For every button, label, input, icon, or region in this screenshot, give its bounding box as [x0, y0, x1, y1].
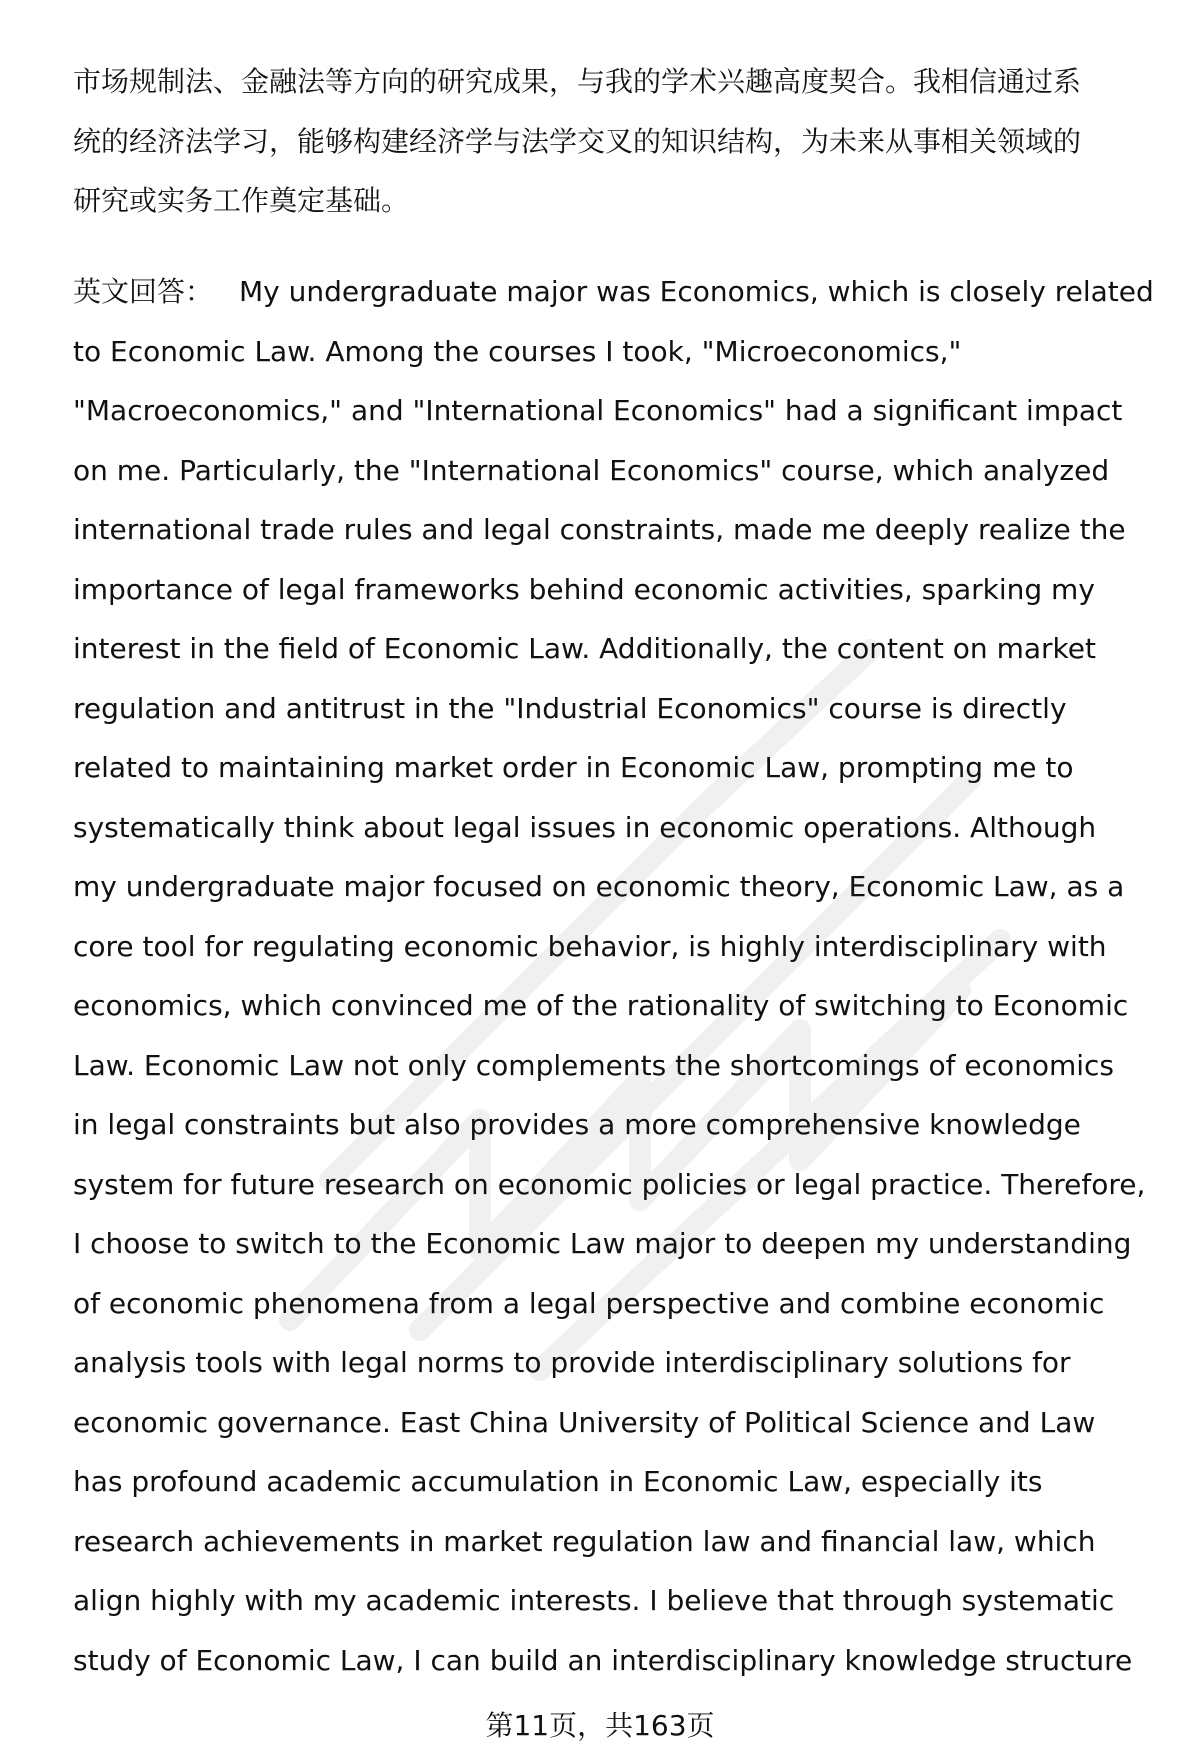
english-answer-label: 英文回答： [73, 275, 214, 308]
text-line: system for future research on economic policies or legal practice. Therefore, [73, 1167, 1146, 1201]
text-line: economics, which convinced me of the rationality of switching to Economic [73, 989, 1129, 1022]
text-line: my undergraduate major focused on economic theory, Economic Law, as a [73, 870, 1125, 903]
text-line: study of Economic Law, I can build an interdisciplinary knowledge structure [73, 1643, 1133, 1677]
text-line: Law. Economic Law not only complements the shortcomings of economics [73, 1048, 1115, 1082]
text-line: systematically think about legal issues in economic operations. Although [73, 810, 1097, 844]
text-line: "Macroeconomics," and "International Economics" had a significant impact [73, 394, 1123, 427]
page-number-footer: 第11页，共163页 [485, 1709, 715, 1742]
text-line: core tool for regulating economic behavior, is highly interdisciplinary with [73, 929, 1107, 963]
chinese-paragraph [73, 52, 1155, 231]
text-line: analysis tools with legal norms to provide interdisciplinary solutions for [73, 1346, 1071, 1379]
english-answer-paragraph [73, 262, 1155, 1690]
text-line: economic governance. East China University of Political Science and Law [73, 1405, 1096, 1439]
text-line: interest in the field of Economic Law. Additionally, the content on market [73, 632, 1096, 665]
text-line: importance of legal frameworks behind economic activities, sparking my [73, 572, 1095, 606]
text-line: to Economic Law. Among the courses I took, "Microeconomics," [73, 334, 962, 368]
text-line: 统的经济法学习，能够构建经济学与法学交叉的知识结构，为未来从事相关领域的 [73, 124, 1082, 158]
text-line-content: My undergraduate major was Economics, which is closely related [239, 275, 1154, 308]
text-line: related to maintaining market order in Economic Law, prompting me to [73, 751, 1074, 784]
text-line: align highly with my academic interests. I believe that through systematic [73, 1584, 1115, 1617]
text-line: 研究或实务工作奠定基础。 [73, 184, 410, 217]
text-line: research achievements in market regulation law and financial law, which [73, 1524, 1096, 1558]
text-line: regulation and antitrust in the "Industrial Economics" course is directly [73, 691, 1067, 725]
text-line [73, 262, 1155, 322]
text-line: 市场规制法、金融法等方向的研究成果，与我的学术兴趣高度契合。我相信通过系 [73, 65, 1082, 98]
text-line: international trade rules and legal constraints, made me deeply realize the [73, 513, 1126, 546]
text-line: I choose to switch to the Economic Law major to deepen my understanding [73, 1227, 1132, 1260]
text-line: has profound academic accumulation in Economic Law, especially its [73, 1465, 1043, 1498]
text-line: of economic phenomena from a legal perspective and combine economic [73, 1286, 1105, 1320]
text-line: on me. Particularly, the "International Economics" course, which analyzed [73, 453, 1110, 487]
text-line: in legal constraints but also provides a more comprehensive knowledge [73, 1108, 1081, 1141]
